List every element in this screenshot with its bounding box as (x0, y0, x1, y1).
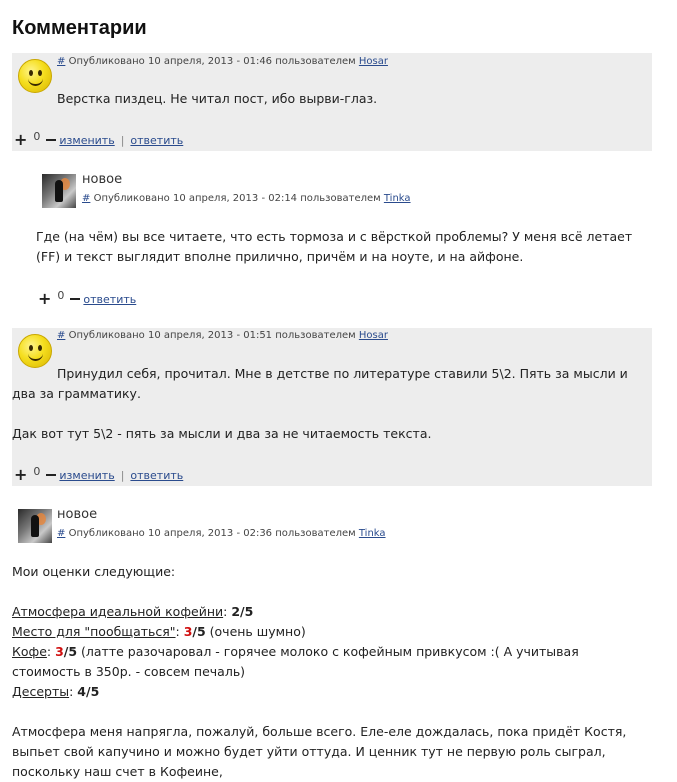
comment-meta (82, 193, 411, 204)
rating-label: Атмосфера идеальной кофейни (12, 604, 224, 619)
published-text: Опубликовано 10 апреля, 2013 - 02:14 пользователем (93, 193, 381, 204)
avatar[interactable] (18, 59, 52, 93)
vote-down-button[interactable] (46, 474, 56, 476)
comment-meta (57, 330, 388, 341)
author-link[interactable]: Tinka (358, 528, 386, 539)
user-photo-icon (42, 174, 76, 208)
avatar[interactable] (18, 334, 52, 368)
new-label: новое (82, 172, 123, 187)
comment-meta (57, 528, 386, 539)
vote-up-button[interactable]: + (38, 289, 52, 308)
edit-link[interactable]: изменить (59, 468, 115, 482)
smiley-avatar-icon (18, 59, 52, 93)
author-link[interactable]: Tinka (383, 193, 411, 204)
comment-body (12, 364, 642, 444)
comment-actions (38, 288, 137, 308)
comment-text: Мои оценки следующие: (12, 564, 176, 579)
vote-down-button[interactable] (46, 139, 56, 141)
comment-text: Верстка пиздец. Не читал пост, ибо вырви-глаз. (57, 91, 378, 106)
comment-permalink[interactable]: # (82, 193, 91, 204)
comment-text: Принудил себя, прочитал. Мне в детстве по литературе ставили 5\2. Пять за мысли и два за грамматику. (12, 366, 628, 401)
comment-actions (14, 464, 184, 484)
vote-score: 0 (33, 464, 41, 478)
avatar[interactable] (42, 174, 76, 208)
rating-label: Место для "пообщаться" (12, 624, 176, 639)
actions-separator: | (120, 468, 125, 482)
reply-link[interactable]: ответить (83, 292, 137, 306)
rating-line: Атмосфера идеальной кофейни: 2/5 (12, 604, 254, 619)
rating-score: 3/5 (183, 624, 206, 639)
comment-body (57, 89, 647, 109)
rating-label: Кофе (12, 644, 47, 659)
vote-down-button[interactable] (70, 298, 80, 300)
rating-line: Десерты: 4/5 (12, 684, 100, 699)
comment-meta (57, 56, 388, 67)
avatar[interactable] (18, 509, 52, 543)
comments-heading: Комментарии (12, 17, 147, 39)
edit-link[interactable]: изменить (59, 133, 115, 147)
rating-label: Десерты (12, 684, 70, 699)
comment-actions (14, 129, 184, 149)
rating-line: Кофе: 3/5 (латте разочаровал - горячее молоко с кофейным привкусом :( А учитывая стоимость в 350р. - совсем печаль) (12, 644, 579, 679)
vote-score: 0 (57, 288, 65, 302)
published-text: Опубликовано 10 апреля, 2013 - 01:46 пользователем (68, 56, 356, 67)
comment (12, 328, 652, 486)
comment-permalink[interactable]: # (57, 528, 66, 539)
comment-text: Где (на чём) вы все читаете, что есть тормоза и с вёрсткой проблемы? У меня всё летает (FF) и текст выглядит вполне прилично, причём и на ноуте, и на айфоне. (36, 229, 633, 264)
comment-body (12, 562, 642, 782)
published-text: Опубликовано 10 апреля, 2013 - 02:36 пользователем (68, 528, 356, 539)
new-label: новое (57, 507, 98, 522)
vote-score: 0 (33, 129, 41, 143)
user-photo-icon (18, 509, 52, 543)
rating-line: Место для "пообщаться": 3/5 (очень шумно) (12, 624, 306, 639)
comment-body (36, 227, 636, 267)
comment (12, 503, 662, 779)
smiley-avatar-icon (18, 334, 52, 368)
published-text: Опубликовано 10 апреля, 2013 - 01:51 пользователем (68, 330, 356, 341)
comment-permalink[interactable]: # (57, 330, 66, 341)
comment (12, 53, 652, 151)
comment-reply (36, 168, 656, 308)
vote-up-button[interactable]: + (14, 465, 28, 484)
reply-link[interactable]: ответить (130, 468, 184, 482)
rating-score: 2/5 (231, 604, 254, 619)
rating-score: 3/5 (55, 644, 78, 659)
rating-score: 4/5 (77, 684, 100, 699)
author-link[interactable]: Hosar (358, 330, 388, 341)
actions-separator: | (120, 133, 125, 147)
vote-up-button[interactable]: + (14, 130, 28, 149)
comment-permalink[interactable]: # (57, 56, 66, 67)
comment-text: Атмосфера меня напрягла, пожалуй, больше всего. Еле-еле дождалась, пока придёт Костя, выпьет свой капучино и можно будет уйти оттуда. И ценник тут не первую роль сыграл, поскольку наш счет в Кофеине, (12, 724, 627, 779)
comment-text: Дак вот тут 5\2 - пять за мысли и два за не читаемость текста. (12, 426, 432, 441)
reply-link[interactable]: ответить (130, 133, 184, 147)
author-link[interactable]: Hosar (358, 56, 388, 67)
